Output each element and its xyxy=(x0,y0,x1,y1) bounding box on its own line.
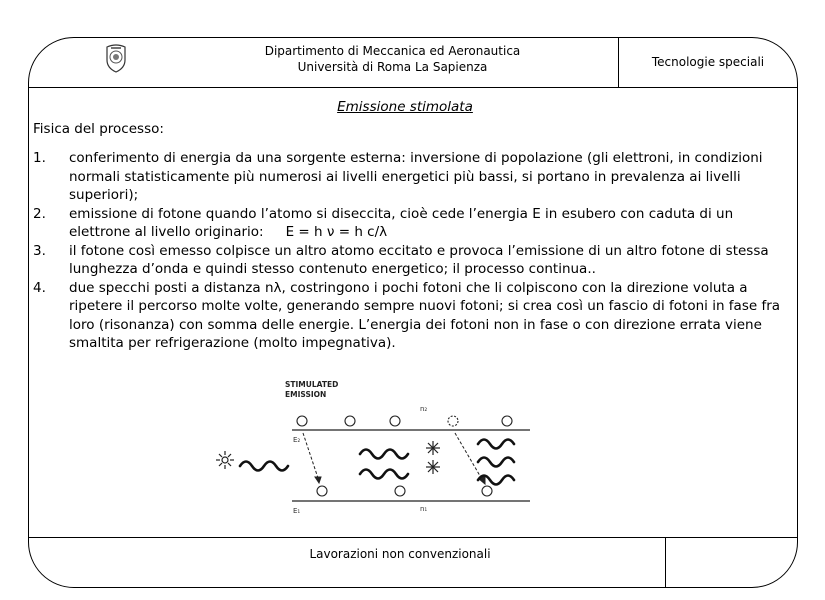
list-text: due specchi posti a distanza nλ, costringono i pochi fotoni che li colpiscono con la direzione voluta a ripetere il percorso molte volte, generando sempre nuovi fotoni; si crea così un fascio di fotoni in fase fra loro (risonanza) con somma delle energie. L’energia dei fotoni non in fase o con direzione errata viene smaltita per refrigerazione (molto impegnativa). xyxy=(69,279,781,351)
footer-divider xyxy=(28,537,798,538)
upper-population-label: n₂ xyxy=(420,405,428,413)
department-name: Dipartimento di Meccanica ed Aeronautica xyxy=(264,44,521,58)
footer-text: Lavorazioni non convenzionali xyxy=(309,547,491,561)
photon-wave xyxy=(478,458,514,467)
transition-arrows xyxy=(303,433,485,484)
university-name: Università di Roma La Sapienza xyxy=(297,60,488,74)
photon-wave xyxy=(360,470,408,479)
excited-atoms xyxy=(297,416,512,426)
course-name: Tecnologie speciali xyxy=(651,55,765,69)
process-steps-list xyxy=(33,149,793,353)
list-number: 3. xyxy=(33,242,46,259)
atom xyxy=(297,416,307,426)
list-text: conferimento di energia da una sorgente esterna: inversione di popolazione (gli elettroni, in condizioni normali statisticamente più numerosi ai livelli energetici più bassi, si portano in prevalenza ai livelli superiori); xyxy=(69,150,763,203)
energy-formula: E = h ν = h c/λ xyxy=(285,224,388,240)
atom xyxy=(448,416,458,426)
atom xyxy=(395,486,405,496)
ground-atoms xyxy=(317,486,492,496)
list-item xyxy=(33,205,793,242)
list-item xyxy=(33,149,793,205)
section-label: Fisica del processo: xyxy=(33,121,164,137)
upper-level-label: E₂ xyxy=(293,436,301,444)
atom xyxy=(502,416,512,426)
atom xyxy=(317,486,327,496)
list-number: 2. xyxy=(33,205,46,222)
list-text: il fotone così emesso colpisce un altro atomo eccitato e provoca l’emissione di un altro fotone di stessa lunghezza d’onda e quindi stesso contenuto energetico; il processo continua.. xyxy=(69,242,769,277)
header-divider xyxy=(28,87,798,88)
emission-burst-icon xyxy=(426,441,440,474)
photon-wave xyxy=(478,440,514,449)
list-item xyxy=(33,279,793,353)
diagram-title-line2: EMISSION xyxy=(285,390,327,399)
atom xyxy=(345,416,355,426)
atom xyxy=(390,416,400,426)
slide-title-text: Emissione stimolata xyxy=(337,99,473,115)
university-seal-icon xyxy=(104,43,128,73)
header-title xyxy=(200,43,585,75)
stimulated-emission-diagram xyxy=(200,378,560,518)
source-photon-icon xyxy=(216,451,234,469)
list-number: 1. xyxy=(33,150,46,166)
lower-level-label: E₁ xyxy=(293,507,301,515)
slide-title xyxy=(300,99,510,115)
list-item xyxy=(33,242,793,279)
footer-separator xyxy=(665,537,666,587)
photon-wave xyxy=(360,450,408,459)
photon-wave xyxy=(240,462,288,471)
photon-waves xyxy=(240,440,514,485)
diagram-title-line1: STIMULATED xyxy=(285,380,339,389)
atom xyxy=(482,486,492,496)
list-number: 4. xyxy=(33,279,46,296)
list-text: emissione di fotone quando l’atomo si diseccita, cioè cede l’energia E in esubero con caduta di un elettrone al livello originario: xyxy=(69,205,734,240)
lower-population-label: n₁ xyxy=(420,505,428,513)
